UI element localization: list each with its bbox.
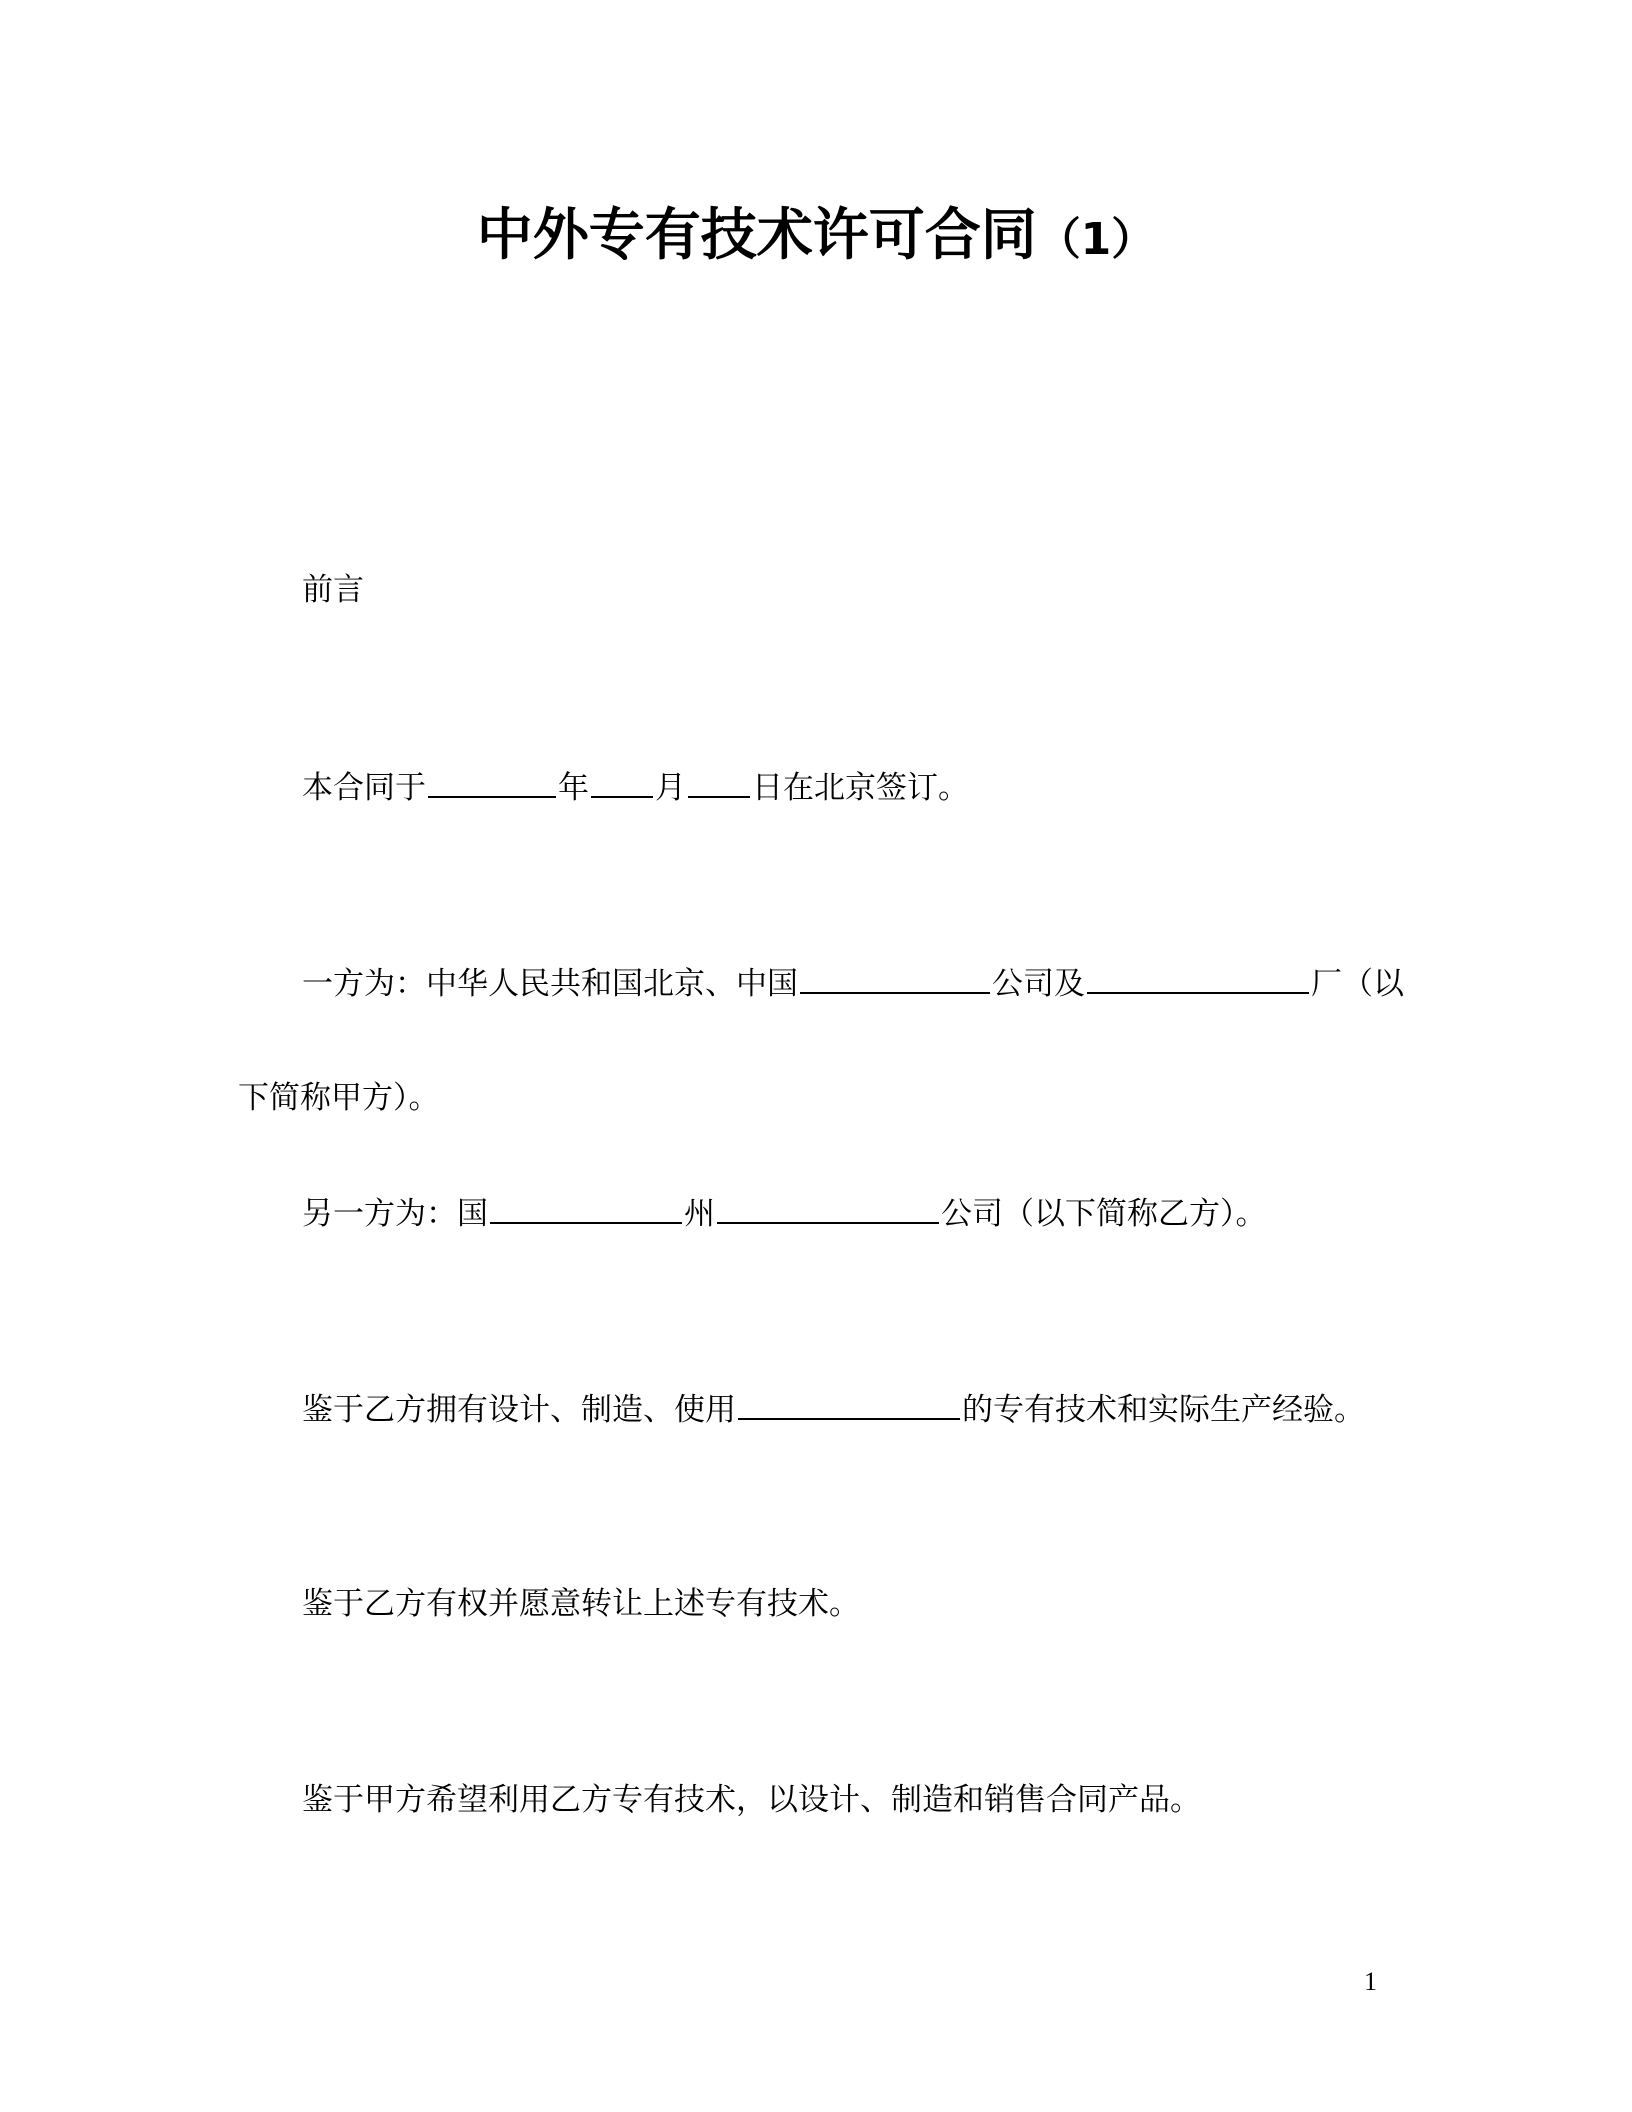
document-title xyxy=(0,196,1632,280)
party-a-company-label: 公司及 xyxy=(992,966,1085,1002)
preface-heading-text: 前言 xyxy=(302,572,364,608)
party-a-factory-label: 厂（以 xyxy=(1311,966,1404,1002)
title-suffix: （1） xyxy=(1036,214,1156,265)
party-a-clause xyxy=(302,958,1404,1008)
recital-1-prefix: 鉴于乙方拥有设计、制造、使用 xyxy=(302,1392,736,1428)
state-blank[interactable] xyxy=(717,1188,939,1224)
party-b-state-label: 州 xyxy=(684,1196,715,1232)
party-b-suffix: 公司（以下简称乙方）。 xyxy=(941,1196,1267,1232)
recital-2 xyxy=(302,1580,860,1628)
party-a-continuation xyxy=(238,1074,440,1122)
party-a-prefix: 一方为：中华人民共和国北京、中国 xyxy=(302,966,798,1002)
page-number: 1 xyxy=(1364,1967,1377,1996)
party-a-continuation-text: 下简称甲方）。 xyxy=(238,1080,440,1116)
year-blank[interactable] xyxy=(428,762,556,798)
day-blank[interactable] xyxy=(688,762,750,798)
signing-suffix: 日在北京签订。 xyxy=(752,770,969,806)
country-blank[interactable] xyxy=(490,1188,682,1224)
party-b-clause xyxy=(302,1188,1267,1238)
recital-1 xyxy=(302,1384,1365,1434)
year-label: 年 xyxy=(558,770,589,806)
party-b-prefix: 另一方为：国 xyxy=(302,1196,488,1232)
signing-prefix: 本合同于 xyxy=(302,770,426,806)
factory-name-blank[interactable] xyxy=(1087,958,1309,994)
month-blank[interactable] xyxy=(591,762,653,798)
recital-3 xyxy=(302,1776,1201,1824)
company-name-blank[interactable] xyxy=(800,958,990,994)
product-blank[interactable] xyxy=(738,1384,960,1420)
preface-heading xyxy=(302,566,364,614)
signing-clause xyxy=(302,762,969,812)
recital-3-text: 鉴于甲方希望利用乙方专有技术，以设计、制造和销售合同产品。 xyxy=(302,1782,1201,1818)
month-label: 月 xyxy=(655,770,686,806)
recital-2-text: 鉴于乙方有权并愿意转让上述专有技术。 xyxy=(302,1586,860,1622)
title-text: 中外专有技术许可合同 xyxy=(476,203,1037,268)
recital-1-suffix: 的专有技术和实际生产经验。 xyxy=(962,1392,1365,1428)
